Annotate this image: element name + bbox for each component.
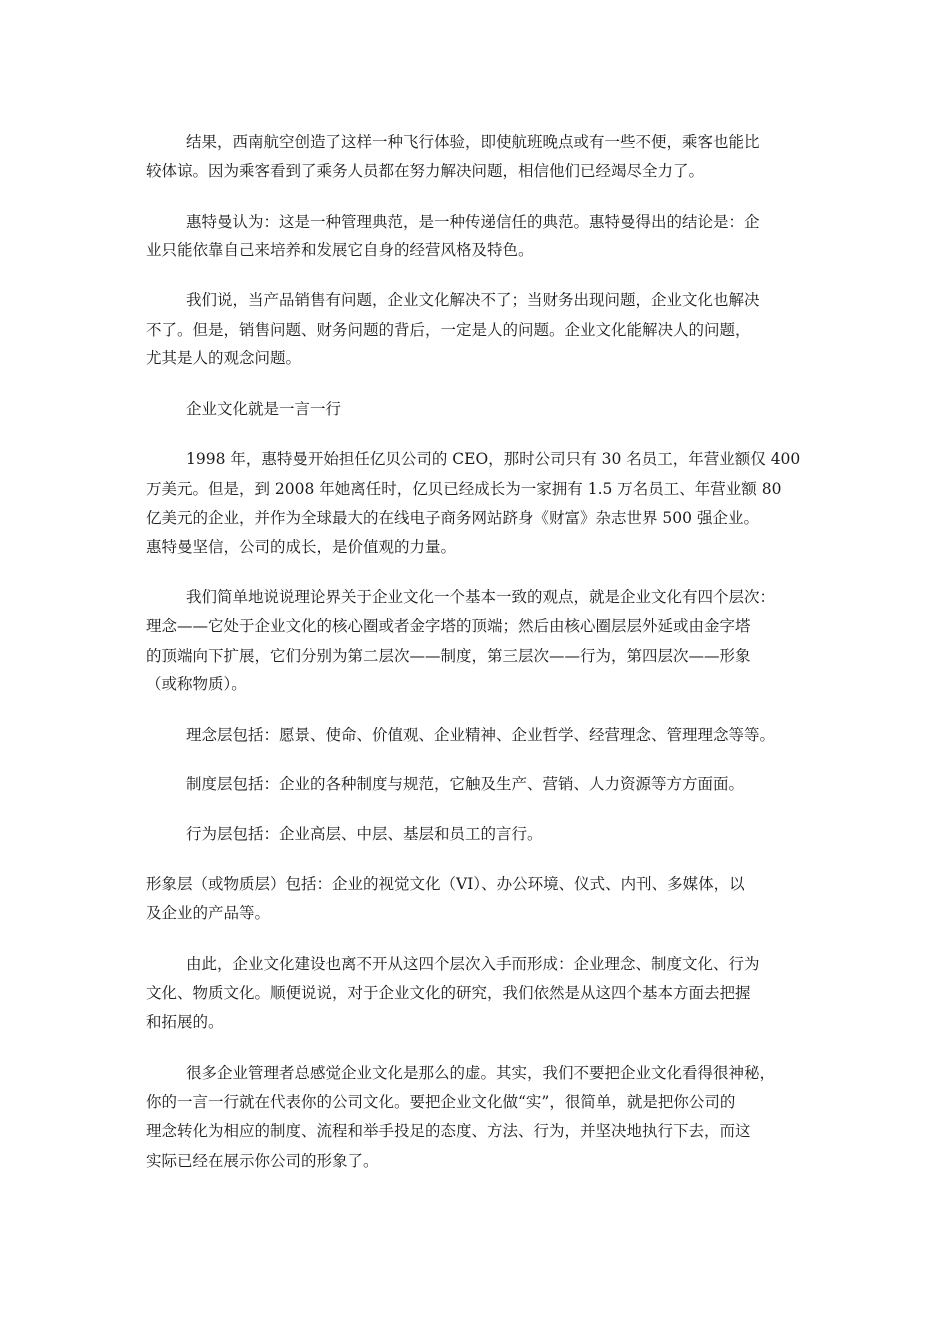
paragraph-line: 制度层包括：企业的各种制度与规范，它触及生产、营销、人力资源等方方面面。 bbox=[186, 775, 745, 793]
paragraph-line: 和拓展的。 bbox=[146, 1013, 224, 1031]
paragraph-line: 理念——它处于企业文化的核心圈或者金字塔的顶端；然后由核心圈层层外延或由金字塔 bbox=[146, 617, 751, 635]
paragraph-line: 较体谅。因为乘客看到了乘务人员都在努力解决问题，相信他们已经竭尽全力了。 bbox=[146, 162, 705, 180]
paragraph-line: 你的一言一行就在代表你的公司文化。要把企业文化做“实”，很简单，就是把你公司的 bbox=[146, 1093, 736, 1111]
paragraph-line: 万美元。但是，到 2008 年她离任时，亿贝已经成长为一家拥有 1.5 万名员工、年营业额 80 bbox=[146, 480, 782, 498]
paragraph-line: 实际已经在展示你公司的形象了。 bbox=[146, 1152, 379, 1170]
paragraph-line: 亿美元的企业，并作为全球最大的在线电子商务网站跻身《财富》杂志世界 500 强企业。 bbox=[146, 509, 759, 527]
paragraph-line: 文化、物质文化。顺便说说，对于企业文化的研究，我们依然是从这四个基本方面去把握 bbox=[146, 984, 751, 1002]
paragraph-line: 理念转化为相应的制度、流程和举手投足的态度、方法、行为，并坚决地执行下去，而这 bbox=[146, 1122, 751, 1140]
paragraph-line: 形象层（或物质层）包括：企业的视觉文化（VI）、办公环境、仪式、内刊、多媒体，以 bbox=[146, 875, 745, 893]
paragraph-line: 1998 年，惠特曼开始担任亿贝公司的 CEO，那时公司只有 30 名员工，年营业额仅 400 bbox=[186, 450, 801, 468]
paragraph-line: 行为层包括：企业高层、中层、基层和员工的言行。 bbox=[186, 825, 543, 843]
paragraph-line: 由此，企业文化建设也离不开从这四个层次入手而形成：企业理念、制度文化、行为 bbox=[186, 955, 760, 973]
section-heading: 企业文化就是一言一行 bbox=[186, 400, 342, 418]
paragraph-line: 尤其是人的观念问题。 bbox=[146, 349, 302, 367]
paragraph-line: 及企业的产品等。 bbox=[146, 904, 271, 922]
paragraph-line: 我们简单地说说理论界关于企业文化一个基本一致的观点，就是企业文化有四个层次： bbox=[186, 588, 776, 606]
paragraph-line: 很多企业管理者总感觉企业文化是那么的虚。其实，我们不要把企业文化看得很神秘， bbox=[186, 1064, 776, 1082]
paragraph-line: 我们说，当产品销售有问题，企业文化解决不了；当财务出现问题，企业文化也解决 bbox=[186, 291, 760, 309]
paragraph-line: 业只能依靠自己来培养和发展它自身的经营风格及特色。 bbox=[146, 241, 534, 259]
paragraph-line: 理念层包括：愿景、使命、价值观、企业精神、企业哲学、经营理念、管理理念等等。 bbox=[186, 726, 776, 744]
paragraph-line: 结果，西南航空创造了这样一种飞行体验，即使航班晚点或有一些不便，乘客也能比 bbox=[186, 133, 760, 151]
paragraph-line: 惠特曼坚信，公司的成长，是价值观的力量。 bbox=[146, 538, 457, 556]
paragraph-line: 惠特曼认为：这是一种管理典范，是一种传递信任的典范。惠特曼得出的结论是：企 bbox=[186, 213, 760, 231]
paragraph-line: 的顶端向下扩展，它们分别为第二层次——制度，第三层次——行为，第四层次——形象 bbox=[146, 647, 751, 665]
paragraph-line: （或称物质）。 bbox=[146, 675, 247, 693]
paragraph-line: 不了。但是，销售问题、财务问题的背后，一定是人的问题。企业文化能解决人的问题， bbox=[146, 321, 751, 339]
